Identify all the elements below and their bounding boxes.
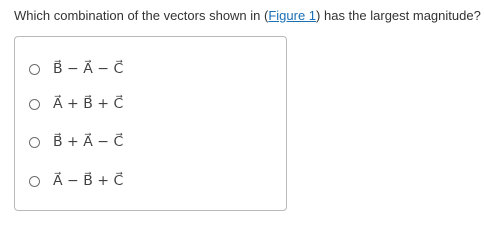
radio-button-4[interactable] <box>29 176 40 187</box>
answer-options-group <box>14 36 287 211</box>
option-3-label: B⃗ + A⃗ − C⃗ <box>53 134 124 150</box>
radio-button-2[interactable] <box>29 99 40 110</box>
radio-button-1[interactable] <box>29 64 40 75</box>
figure-link[interactable]: Figure 1 <box>268 8 317 23</box>
radio-button-3[interactable] <box>29 137 40 148</box>
question-prefix: Which combination of the vectors shown in ( <box>14 8 269 23</box>
option-2-label: A⃗ + B⃗ + C⃗ <box>53 96 124 112</box>
option-1-label: B⃗ − A⃗ − C⃗ <box>53 61 124 77</box>
question-text <box>14 8 481 24</box>
question-suffix: ) has the largest magnitude? <box>316 8 481 23</box>
option-3[interactable] <box>29 131 123 153</box>
option-1[interactable] <box>29 58 123 80</box>
option-4[interactable] <box>29 170 123 192</box>
option-4-label: A⃗ − B⃗ + C⃗ <box>53 173 124 189</box>
option-2[interactable] <box>29 93 123 115</box>
